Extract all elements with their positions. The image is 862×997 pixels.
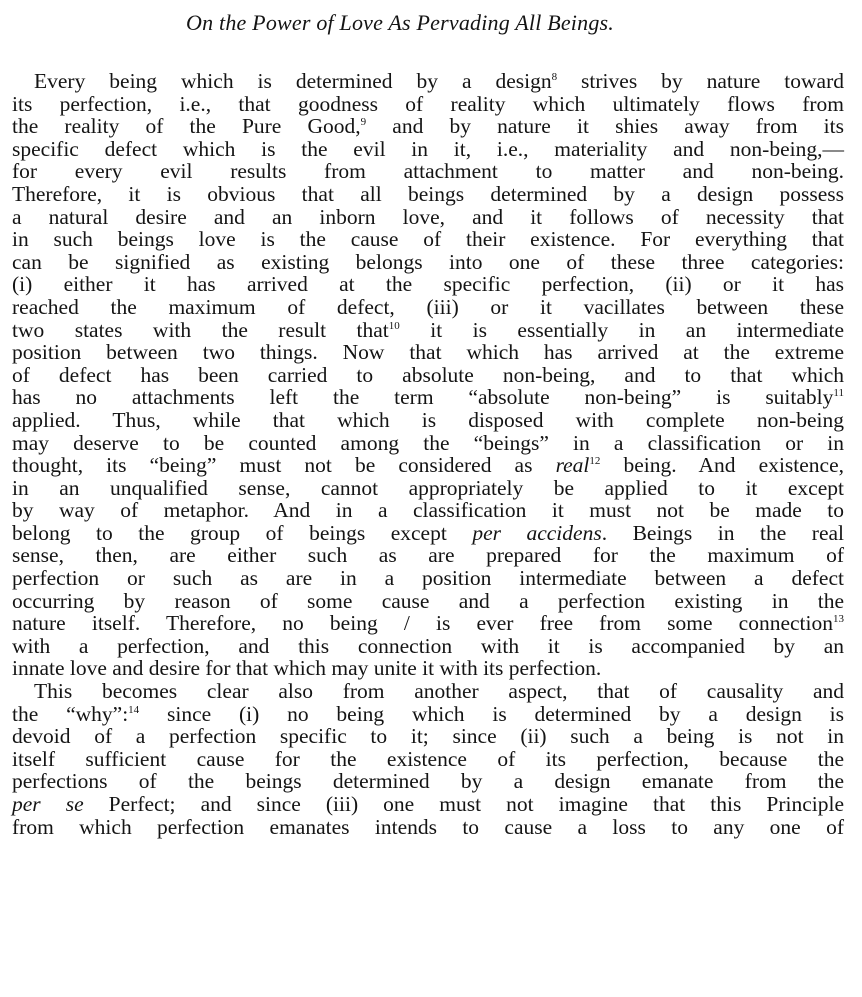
text-line: by way of metaphor. And in a classification it must not be made to <box>12 498 844 523</box>
text-line: two states with the result that$^{10}$ it is essentially in an intermediate <box>12 317 844 342</box>
text-line: applied. Thus, while that which is disposed with complete non-being <box>12 407 844 432</box>
footnote-marker: 9 <box>360 116 367 129</box>
chapter-title: On the Power of Love As Pervading All Beings. <box>186 10 614 35</box>
text-line: position between two things. Now that which has arrived at the extreme <box>12 340 844 365</box>
text-line: perfections of the beings determined by a design emanate from the <box>12 769 844 794</box>
text-line: nature itself. Therefore, no being / is ever free from some connection$^{13}$ <box>12 611 844 636</box>
text-line: specific defect which is the evil in it, i.e., materiality and non-being,— <box>12 136 844 161</box>
text-line: itself sufficient cause for the existence of its perfection, because the <box>12 746 844 771</box>
text-line: in an unqualified sense, cannot appropriately be applied to it except <box>12 475 844 500</box>
text-line: This becomes clear also from another aspect, that of causality and <box>34 679 844 704</box>
text-line: Therefore, it is obvious that all beings determined by a design possess <box>12 181 844 206</box>
text-line: Every being which is determined by a design$^8$ strives by nature toward <box>34 69 844 93</box>
body-text <box>12 70 844 838</box>
text-line: the “why”:$^{14}$ since (i) no being which is determined by a design is <box>12 701 844 726</box>
text-line: belong to the group of beings except per accidens. Beings in the real <box>12 520 845 545</box>
text-line: (i) either it has arrived at the specific perfection, (ii) or it has <box>12 272 844 297</box>
text-line: with a perfection, and this connection with it is accompanied by an <box>12 633 844 658</box>
footnote-marker: 11 <box>833 387 844 400</box>
text-line: may deserve to be counted among the “beings” in a classification or in <box>12 430 844 455</box>
text-line: in such beings love is the cause of their existence. For everything that <box>12 227 844 252</box>
text-line: for every evil results from attachment to matter and non-being. <box>12 159 844 184</box>
text-line: thought, its “being” must not be considered as real$^{12}$ being. And existence, <box>12 453 845 478</box>
footnote-marker: 8 <box>551 71 558 83</box>
text-line: devoid of a perfection specific to it; since (ii) such a being is not in <box>12 724 844 749</box>
text-line: sense, then, are either such as are prepared for the maximum of <box>12 543 844 568</box>
text-line: the reality of the Pure Good,$^9$ and by nature it shies away from its <box>12 114 844 139</box>
text-line: reached the maximum of defect, (iii) or it vacillates between these <box>12 294 844 319</box>
footnote-marker: 14 <box>128 703 140 716</box>
text-line: a natural desire and an inborn love, and it follows of necessity that <box>12 204 844 229</box>
text-line: of defect has been carried to absolute non-being, and to that which <box>12 362 844 387</box>
text-line: from which perfection emanates intends to cause a loss to any one of <box>12 814 844 839</box>
text-line: can be signified as existing belongs into one of these three categories: <box>12 249 844 274</box>
text-line: per se Perfect; and since (iii) one must not imagine that this Principle <box>12 792 844 816</box>
text-line: perfection or such as are in a position intermediate between a defect <box>12 566 844 591</box>
footnote-marker: 12 <box>589 455 601 468</box>
text-line: innate love and desire for that which may unite it with its perfection. <box>12 656 602 681</box>
text-line: has no attachments left the term “absolute non-being” is suitably$^{11}$ <box>12 385 844 410</box>
text-line: occurring by reason of some cause and a perfection existing in the <box>12 588 844 613</box>
footnote-marker: 13 <box>833 613 844 626</box>
text-line: its perfection, i.e., that goodness of reality which ultimately flows from <box>12 91 844 116</box>
footnote-marker: 10 <box>388 319 400 332</box>
